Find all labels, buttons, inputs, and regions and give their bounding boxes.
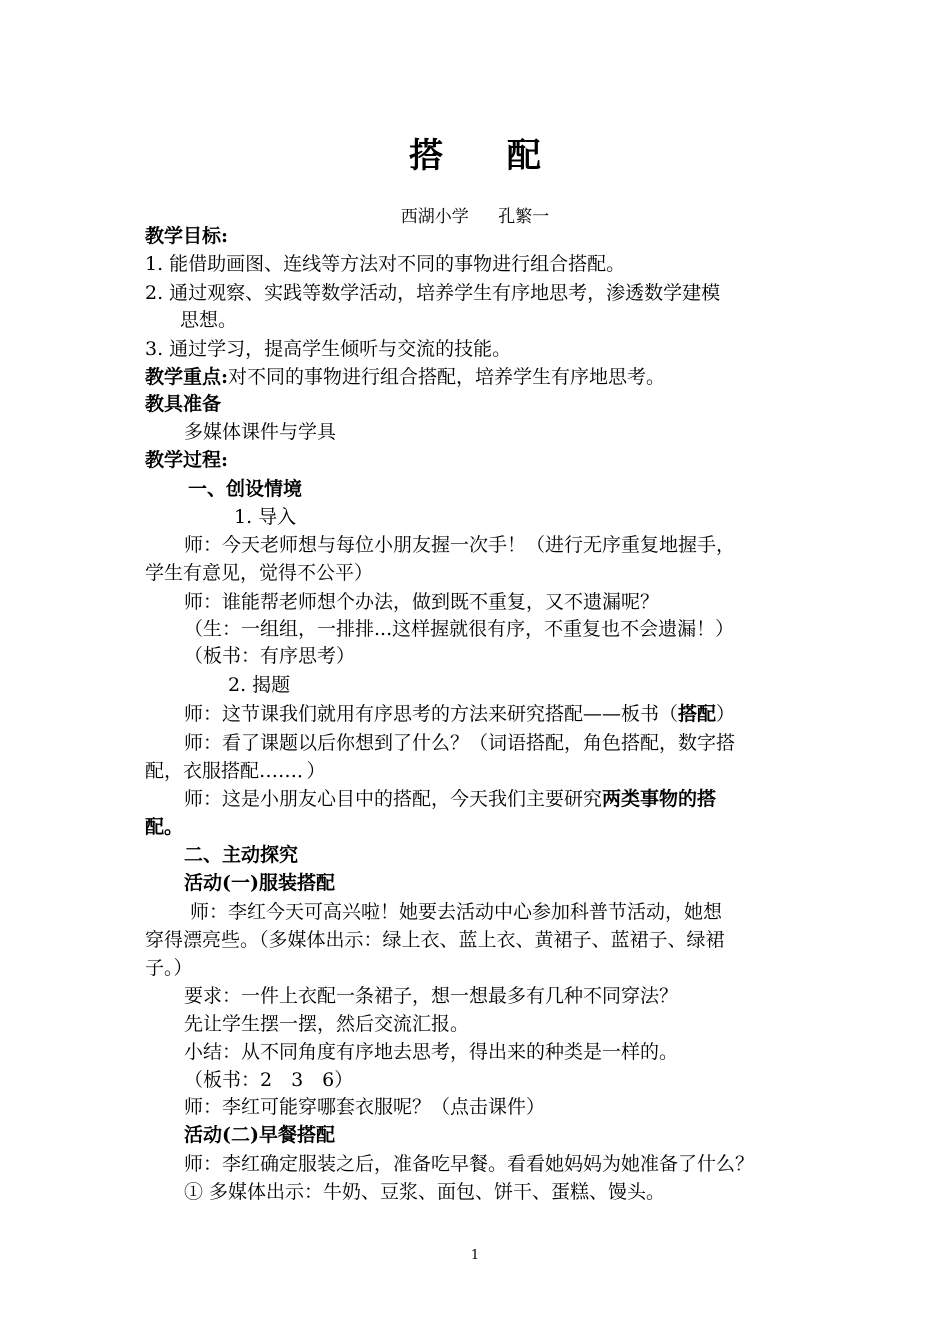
paragraph: 师：李红今天可高兴啦！她要去活动中心参加科普节活动，她想 xyxy=(190,901,723,923)
paragraph: 小结：从不同角度有序地去思考，得出来的种类是一样的。 xyxy=(184,1041,679,1063)
tools-text: 多媒体课件与学具 xyxy=(184,421,337,443)
school-name: 西湖小学 xyxy=(400,207,469,227)
subsection-heading: 2. 揭题 xyxy=(228,674,291,696)
key-point-label: 教学重点: xyxy=(145,366,229,388)
paragraph xyxy=(184,700,854,728)
page-number: 1 xyxy=(470,1248,480,1263)
paragraph: 学生有意见，觉得不公平） xyxy=(145,562,374,584)
subsection-heading: 1. 导入 xyxy=(234,506,297,528)
paragraph: 先让学生摆一摆，然后交流汇报。 xyxy=(184,1013,470,1035)
text-run: 师：这是小朋友心目中的搭配，今天我们主要研究 xyxy=(184,788,603,810)
paragraph: 要求：一件上衣配一条裙子，想一想最多有几种不同穿法？ xyxy=(184,985,679,1007)
objective-item-cont: 思想。 xyxy=(180,309,238,331)
objectives-heading: 教学目标: xyxy=(145,225,229,247)
objective-item: 3. 通过学习，提高学生倾听与交流的技能。 xyxy=(145,338,512,360)
paragraph: （板书：有序思考） xyxy=(184,645,356,667)
key-point xyxy=(145,363,815,391)
paragraph: 师：谁能帮老师想个办法，做到既不重复，又不遗漏呢？ xyxy=(184,591,660,613)
objective-item: 1. 能借助画图、连线等方法对不同的事物进行组合搭配。 xyxy=(145,253,626,275)
paragraph: 师：今天老师想与每位小朋友握一次手！（进行无序重复地握手， xyxy=(184,534,736,556)
paragraph: 穿得漂亮些。（多媒体出示：绿上衣、蓝上衣、黄裙子、蓝裙子、绿裙 xyxy=(145,929,725,951)
paragraph: （生：一组组，一排排...这样握就很有序，不重复也不会遗漏！） xyxy=(184,618,735,640)
section-heading: 二、主动探究 xyxy=(184,844,299,866)
key-point-text: 对不同的事物进行组合搭配，培养学生有序地思考。 xyxy=(228,366,666,388)
activity-heading: 活动(二)早餐搭配 xyxy=(184,1124,335,1146)
bold-run: 两类事物的搭 xyxy=(602,788,717,810)
paragraph: 子。） xyxy=(145,957,193,979)
objective-item: 2. 通过观察、实践等数学活动，培养学生有序地思考，渗透数学建模 xyxy=(145,282,721,304)
author-name: 孔繁一 xyxy=(498,207,550,227)
paragraph xyxy=(184,785,854,813)
paragraph: 配，衣服搭配……．） xyxy=(145,760,326,782)
activity-heading: 活动(一)服装搭配 xyxy=(184,872,335,894)
page-title: 搭 配 xyxy=(409,136,567,176)
paragraph: 师：李红确定服装之后，准备吃早餐。看看她妈妈为她准备了什么？ xyxy=(184,1153,755,1175)
process-heading: 教学过程: xyxy=(145,449,229,471)
paragraph: （板书：2 3 6） xyxy=(184,1069,354,1091)
section-heading: 一、创设情境 xyxy=(188,478,303,500)
paragraph: ① 多媒体出示：牛奶、豆浆、面包、饼干、蛋糕、馒头。 xyxy=(184,1181,666,1203)
tools-heading: 教具准备 xyxy=(145,393,222,415)
paragraph-cont: 配。 xyxy=(145,816,184,838)
text-run: 师：这节课我们就用有序思考的方法来研究搭配——板书（ xyxy=(184,703,679,725)
paragraph: 师：李红可能穿哪套衣服呢？（点击课件） xyxy=(184,1096,546,1118)
bold-run: 搭配 xyxy=(678,703,717,725)
text-run: ） xyxy=(716,703,736,725)
paragraph: 师：看了课题以后你想到了什么？（词语搭配，角色搭配，数字搭 xyxy=(184,732,736,754)
